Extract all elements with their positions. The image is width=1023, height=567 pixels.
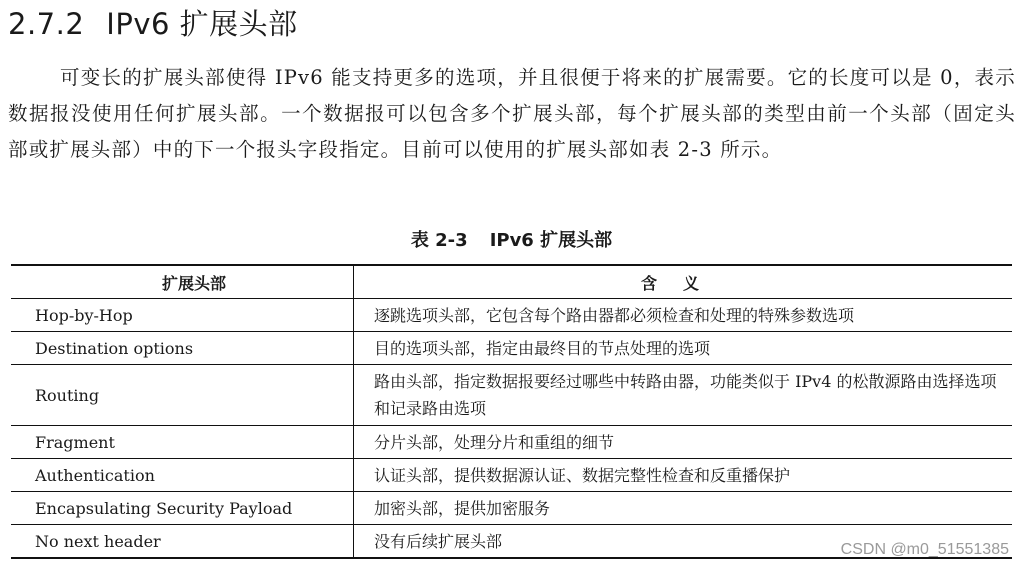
cell-extension-name: Hop-by-Hop <box>11 299 354 332</box>
table-row <box>11 365 1012 426</box>
cell-extension-name: Authentication <box>11 459 354 492</box>
column-header-extension: 扩展头部 <box>11 265 354 299</box>
watermark: CSDN @m0_51551385 <box>840 541 1009 558</box>
cell-meaning: 没有后续扩展头部 <box>374 531 503 551</box>
cell-meaning: 加密头部，提供加密服务 <box>354 492 1013 525</box>
table-row <box>11 492 1012 525</box>
table-row <box>11 299 1012 332</box>
section-number: 2.7.2 <box>8 7 85 41</box>
cell-meaning: 分片头部，处理分片和重组的细节 <box>354 426 1013 459</box>
cell-extension-name: Fragment <box>11 426 354 459</box>
column-header-meaning: 含义 <box>354 265 1013 299</box>
body-paragraph: 可变长的扩展头部使得 IPv6 能支持更多的选项，并且很便于将来的扩展需要。它的长度可以是 0，表示数据报没使用任何扩展头部。一个数据报可以包含多个扩展头部，每个扩展头部的类型由前一个头部（固定头部或扩展头部）中的下一个报头字段指定。目前可以使用的扩展头部如表 2-3 所示。 <box>8 66 1016 161</box>
cell-extension-name: No next header <box>11 525 354 559</box>
table-row <box>11 459 1012 492</box>
section-heading <box>8 2 298 43</box>
cell-meaning: 认证头部，提供数据源认证、数据完整性检查和反重播保护 <box>354 459 1013 492</box>
table-caption-title: IPv6 扩展头部 <box>489 230 613 251</box>
table-caption-label: 表 2-3 <box>410 230 468 251</box>
table-row <box>11 332 1012 365</box>
cell-extension-name: Routing <box>11 365 354 426</box>
cell-meaning: 逐跳选项头部，它包含每个路由器都必须检查和处理的特殊参数选项 <box>354 299 1013 332</box>
cell-meaning: 目的选项头部，指定由最终目的节点处理的选项 <box>354 332 1013 365</box>
cell-extension-name: Encapsulating Security Payload <box>11 492 354 525</box>
cell-meaning: 路由头部，指定数据报要经过哪些中转路由器，功能类似于 IPv4 的松散源路由选择选项和记录路由选项 <box>354 365 1013 426</box>
extension-header-table <box>11 264 1012 559</box>
table-header-row <box>11 265 1012 299</box>
section-title: IPv6 扩展头部 <box>106 7 298 41</box>
table-caption <box>0 226 1023 252</box>
table-row <box>11 426 1012 459</box>
cell-extension-name: Destination options <box>11 332 354 365</box>
